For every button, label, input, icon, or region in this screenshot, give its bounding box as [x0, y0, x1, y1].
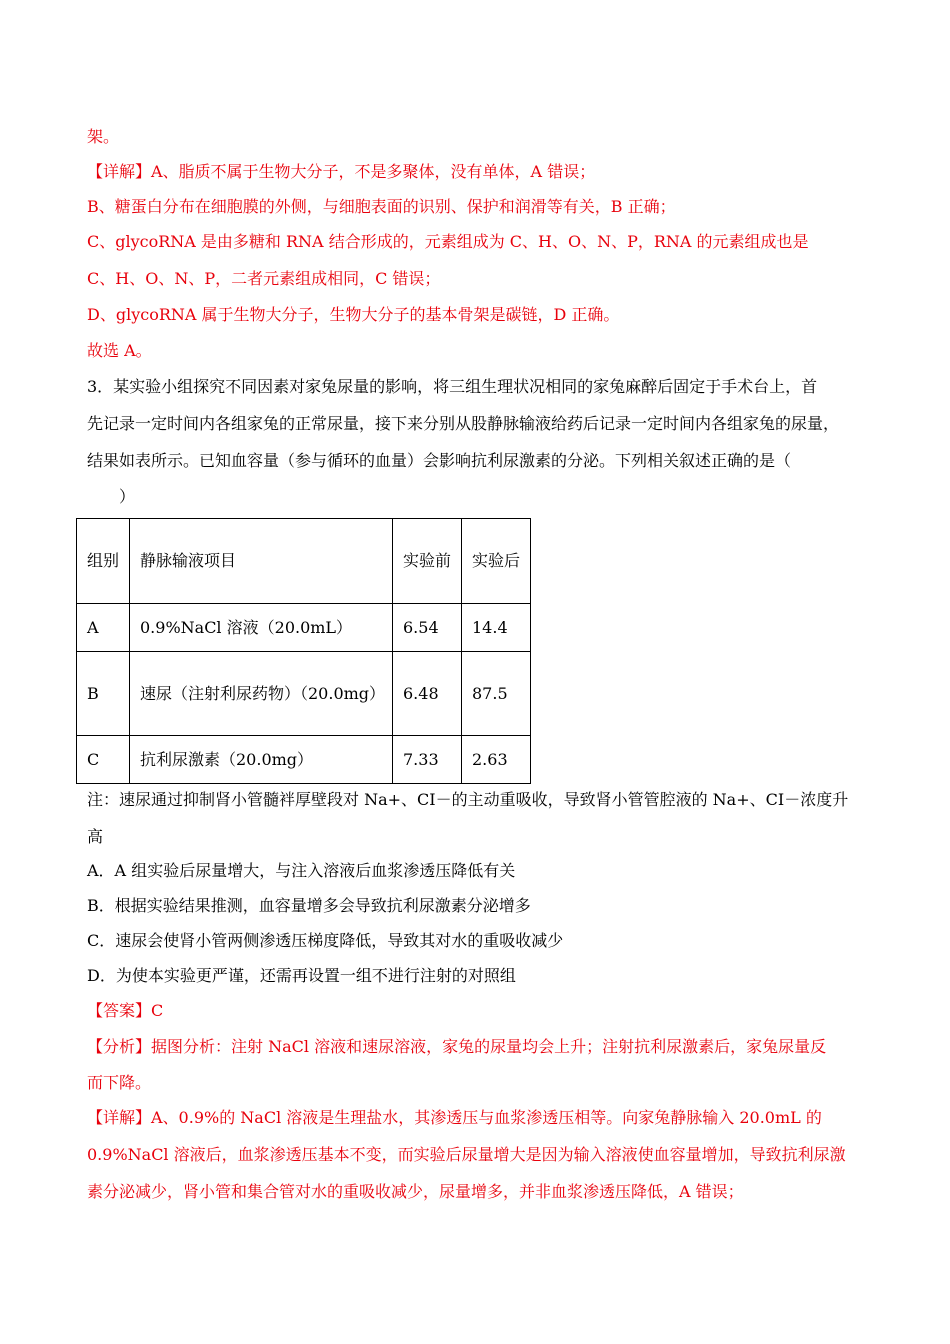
explanation-line: 【详解】A、脂质不属于生物大分子，不是多聚体，没有单体，A 错误；	[87, 162, 596, 181]
detail-line: 【详解】A、0.9%的 NaCl 溶液是生理盐水，其渗透压与血浆渗透压相等。向家兔静脉输入 20.0mL 的	[87, 1108, 822, 1127]
table-cell: 6.48	[393, 652, 462, 736]
table-row	[77, 604, 531, 652]
explanation-line: C、H、O、N、P，二者元素组成相同，C 错误；	[87, 269, 441, 288]
table-cell: 14.4	[462, 604, 531, 652]
option-b: B．根据实验结果推测，血容量增多会导致抗利尿激素分泌增多	[87, 896, 531, 915]
explanation-line: 架。	[87, 127, 120, 146]
detail-line: 0.9%NaCl 溶液后，血浆渗透压基本不变，而实验后尿量增大是因为输入溶液使血容量增加，导致抗利尿激	[87, 1145, 846, 1164]
table-cell: B	[77, 652, 130, 736]
results-table	[76, 518, 531, 784]
header-before: 实验前	[393, 519, 462, 604]
option-a: A．A 组实验后尿量增大，与注入溶液后血浆渗透压降低有关	[87, 861, 516, 880]
table-header-row	[77, 519, 531, 604]
question-line: ）	[87, 487, 136, 506]
table-cell: 2.63	[462, 736, 531, 784]
option-c: C．速尿会使肾小管两侧渗透压梯度降低，导致其对水的重吸收减少	[87, 931, 564, 950]
answer-line: 【答案】C	[87, 1001, 164, 1020]
table-cell: A	[77, 604, 130, 652]
note-line: 注：速尿通过抑制肾小管髓袢厚壁段对 Na+、CI－的主动重吸收，导致肾小管管腔液的 Na+、CI－浓度升	[87, 790, 849, 809]
question-line: 结果如表所示。已知血容量（参与循环的血量）会影响抗利尿激素的分泌。下列相关叙述正确的是（	[87, 451, 792, 470]
explanation-line: D、glycoRNA 属于生物大分子，生物大分子的基本骨架是碳链，D 正确。	[87, 305, 620, 324]
note-line: 高	[87, 827, 104, 846]
table-cell: 87.5	[462, 652, 531, 736]
header-after: 实验后	[462, 519, 531, 604]
detail-line: 素分泌减少，肾小管和集合管对水的重吸收减少，尿量增多，并非血浆渗透压降低，A 错误；	[87, 1182, 744, 1201]
header-group: 组别	[77, 519, 130, 604]
question-line: 先记录一定时间内各组家兔的正常尿量，接下来分别从股静脉输液给药后记录一定时间内各组家兔的尿量，	[87, 414, 840, 433]
table-cell: 速尿（注射利尿药物）（20.0mg）	[130, 652, 393, 736]
header-item: 静脉输液项目	[130, 519, 393, 604]
table-cell: C	[77, 736, 130, 784]
explanation-line: B、糖蛋白分布在细胞膜的外侧，与细胞表面的识别、保护和润滑等有关，B 正确；	[87, 197, 676, 216]
analysis-line: 而下降。	[87, 1073, 152, 1092]
explanation-line: C、glycoRNA 是由多糖和 RNA 结合形成的，元素组成为 C、H、O、N、P，RNA 的元素组成也是	[87, 232, 809, 251]
table-row	[77, 652, 531, 736]
table-cell: 6.54	[393, 604, 462, 652]
analysis-line: 【分析】据图分析：注射 NaCl 溶液和速尿溶液，家兔的尿量均会上升；注射抗利尿激素后，家兔尿量反	[87, 1037, 827, 1056]
table-cell: 7.33	[393, 736, 462, 784]
option-d: D．为使本实验更严谨，还需再设置一组不进行注射的对照组	[87, 966, 516, 985]
table-cell: 0.9%NaCl 溶液（20.0mL）	[130, 604, 393, 652]
table-row	[77, 736, 531, 784]
explanation-line: 故选 A。	[87, 341, 152, 360]
question-line: 3．某实验小组探究不同因素对家兔尿量的影响，将三组生理状况相同的家兔麻醉后固定于手术台上，首	[87, 377, 818, 396]
table-cell: 抗利尿激素（20.0mg）	[130, 736, 393, 784]
